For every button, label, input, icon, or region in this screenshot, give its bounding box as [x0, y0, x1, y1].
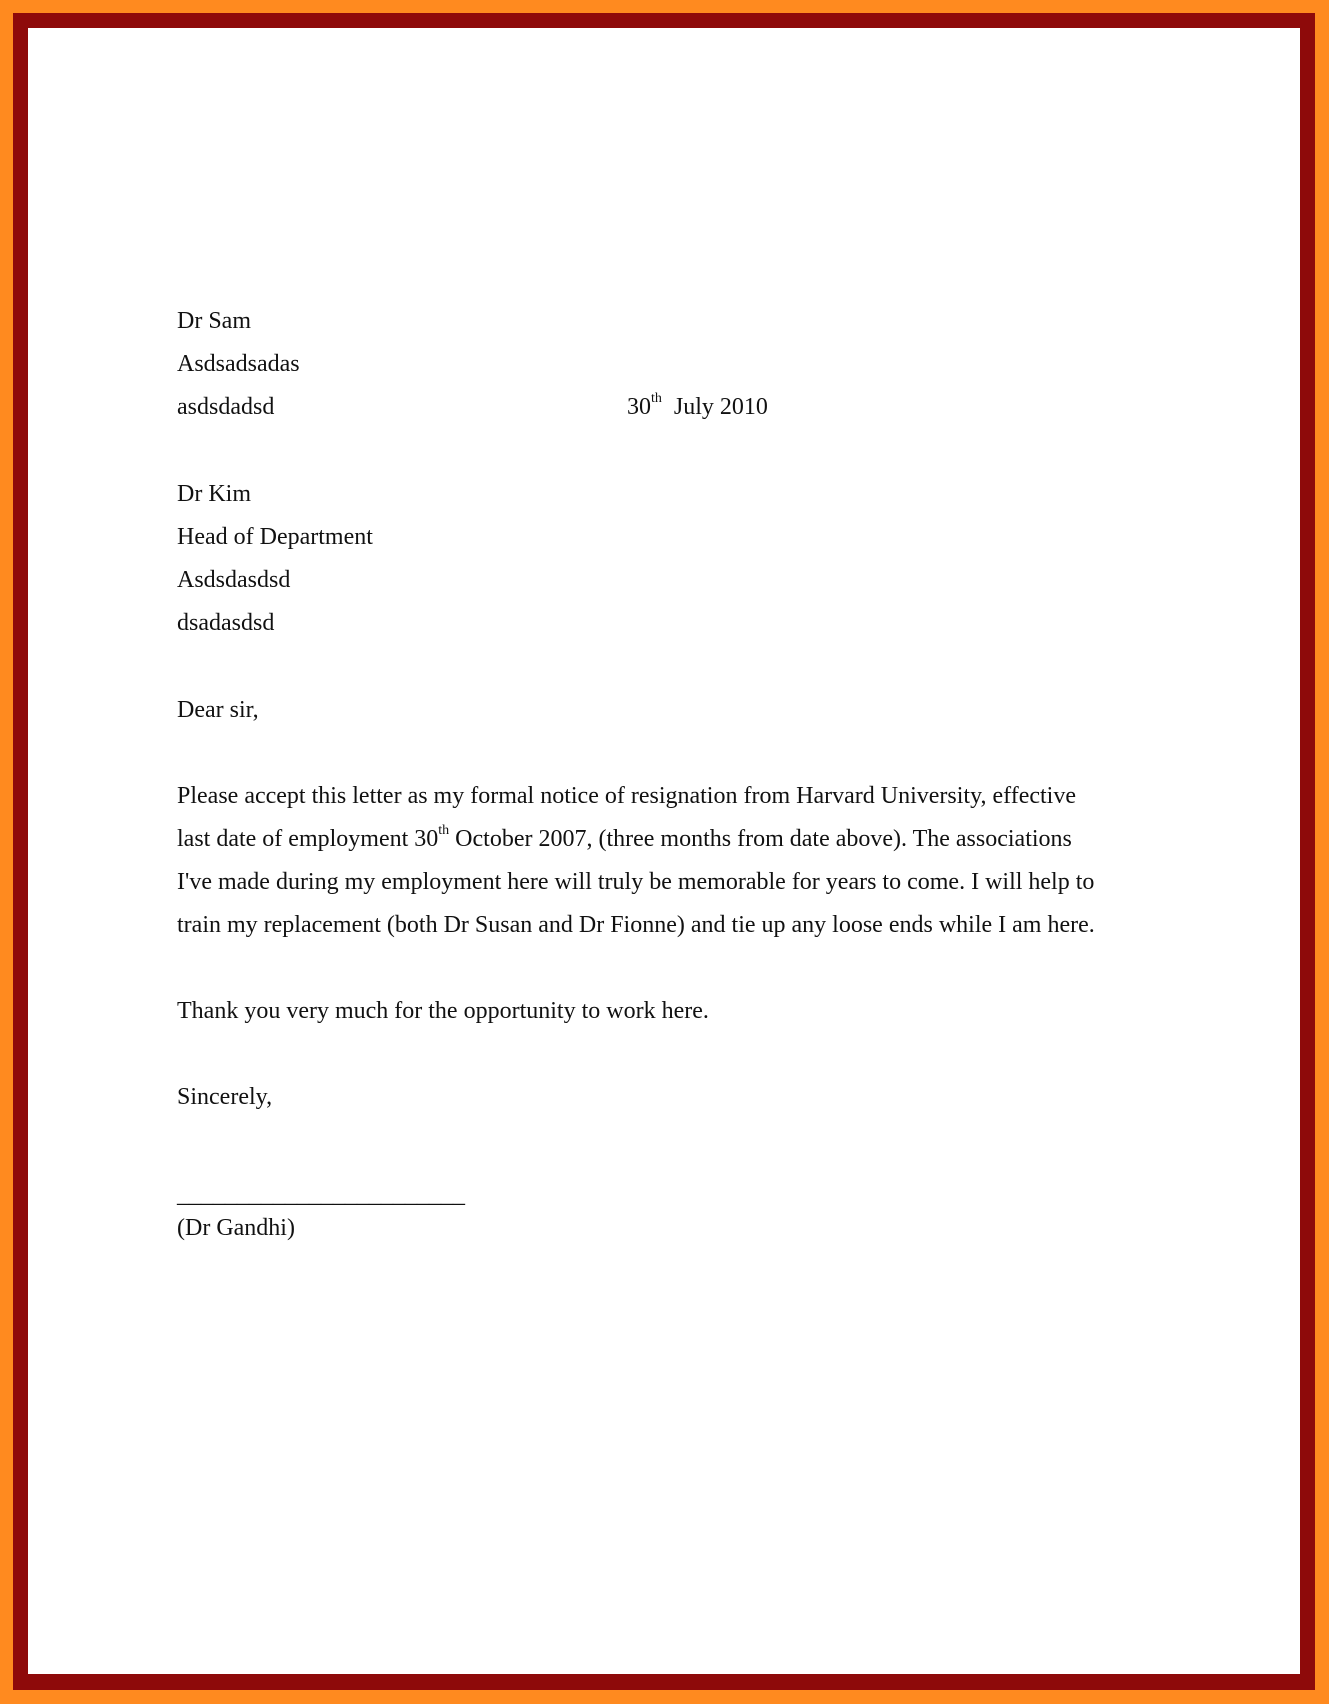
signature-line: ________________________: [177, 1182, 465, 1208]
body-line-2: [177, 824, 1072, 854]
date-suffix: th: [651, 391, 662, 406]
recipient-address-line1: Asdsdasdsd: [177, 567, 291, 593]
body-line-3: I've made during my employment here will truly be memorable for years to come. I will help to: [177, 869, 1095, 895]
sender-address-line1: Asdsadsadas: [177, 351, 300, 377]
body-line-2-end: October 2007, (three months from date above). The associations: [449, 826, 1072, 852]
date-day: 30: [627, 394, 651, 420]
recipient-address-line2: dsadasdsd: [177, 610, 275, 636]
salutation: Dear sir,: [177, 697, 259, 723]
body-line-2-suffix: th: [438, 823, 450, 838]
body-line-1: Please accept this letter as my formal notice of resignation from Harvard University, effective: [177, 783, 1077, 809]
signatory-name: (Dr Gandhi): [177, 1215, 295, 1241]
body-line-2-start: last date of employment 30: [177, 826, 439, 852]
recipient-title: Head of Department: [177, 524, 373, 550]
closing: Sincerely,: [177, 1084, 273, 1110]
body-line-4: train my replacement (both Dr Susan and Dr Fionne) and tie up any loose ends while I am here.: [177, 912, 1095, 938]
date-rest: July 2010: [673, 394, 768, 420]
thanks-line: Thank you very much for the opportunity to work here.: [177, 998, 709, 1024]
sender-name: Dr Sam: [177, 308, 251, 334]
sender-address-line2: asdsdadsd: [177, 394, 275, 420]
recipient-name: Dr Kim: [177, 481, 251, 507]
letter-date: [627, 392, 768, 422]
